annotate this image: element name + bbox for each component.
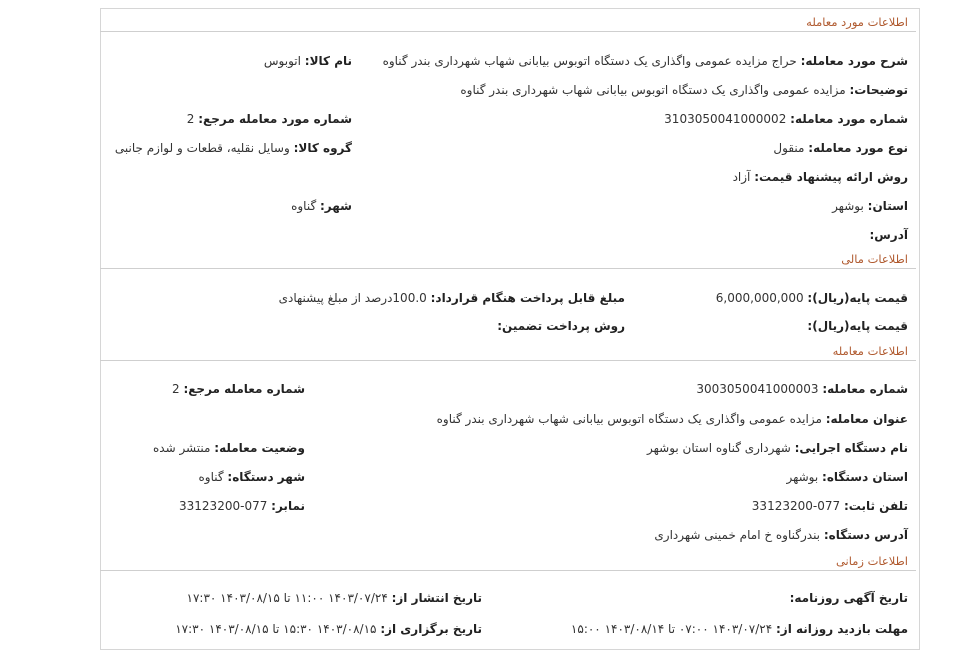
- fax-label: نمابر:: [271, 499, 305, 513]
- province-row: [832, 196, 908, 216]
- city-row: [291, 196, 352, 216]
- phone-row: [752, 496, 908, 516]
- visit-value: ۱۴۰۳/۰۷/۲۴ ۰۷:۰۰ تا ۱۴۰۳/۰۸/۱۴ ۱۵:۰۰: [570, 622, 773, 636]
- section-heading-time: اطلاعات زمانی: [100, 552, 916, 571]
- section-heading-financial: اطلاعات مالی: [100, 250, 916, 269]
- item-number-label: شماره مورد معامله:: [790, 112, 908, 126]
- fax-value: 077-33123200: [179, 499, 268, 513]
- deal-number-value: 3003050041000003: [696, 382, 819, 396]
- province-label: استان:: [867, 199, 908, 213]
- group-row: [115, 138, 352, 158]
- price-method-value: آزاد: [732, 170, 751, 184]
- org-city-label: شهر دستگاه:: [227, 470, 305, 484]
- base-price-2-label: قیمت پایه(ریال):: [807, 319, 908, 333]
- base-price-row: [716, 288, 908, 308]
- phone-value: 077-33123200: [751, 499, 841, 513]
- description-row: [383, 51, 908, 71]
- org-address-label: آدرس دستگاه:: [823, 528, 908, 542]
- publish-label: تاریخ انتشار از:: [391, 591, 482, 605]
- publish-row: [187, 588, 482, 608]
- executor-value: شهرداری گناوه استان بوشهر: [646, 441, 791, 455]
- status-row: [153, 438, 305, 458]
- org-province-label: استان دستگاه:: [822, 470, 908, 484]
- deal-number-label: شماره معامله:: [822, 382, 908, 396]
- city-value: گناوه: [291, 199, 317, 213]
- hold-row: [175, 619, 482, 639]
- executor-row: [647, 438, 908, 458]
- type-label: نوع مورد معامله:: [808, 141, 908, 155]
- ref-item-label: شماره مورد معامله مرجع:: [198, 112, 352, 126]
- ref-deal-label: شماره معامله مرجع:: [183, 382, 305, 396]
- base-price-value: 6,000,000,000: [715, 291, 804, 305]
- payable-value: 100.0درصد از مبلغ پیشنهادی: [278, 291, 427, 305]
- org-address-row: [654, 525, 908, 545]
- item-number-row: [664, 109, 908, 129]
- goods-name-row: [264, 51, 352, 71]
- payable-row: [279, 288, 625, 308]
- publish-value: ۱۴۰۳/۰۷/۲۴ ۱۱:۰۰ تا ۱۴۰۳/۰۸/۱۵ ۱۷:۳۰: [186, 591, 388, 605]
- base-price-2-row: [807, 316, 908, 336]
- group-value: وسایل نقلیه، قطعات و لوازم جانبی: [114, 141, 290, 155]
- description-label: شرح مورد معامله:: [800, 54, 908, 68]
- org-address-value: بندرگناوه خ امام خمینی شهرداری: [654, 528, 821, 542]
- executor-label: نام دستگاه اجرایی:: [794, 441, 908, 455]
- org-city-value: گناوه: [198, 470, 224, 484]
- visit-row: [571, 619, 908, 639]
- org-province-value: بوشهر: [786, 470, 819, 484]
- status-label: وضعیت معامله:: [214, 441, 305, 455]
- notes-label: توضیحات:: [849, 83, 908, 97]
- address-label: آدرس:: [869, 228, 908, 242]
- newspaper-row: [790, 588, 908, 608]
- guarantee-row: [497, 316, 625, 336]
- group-label: گروه کالا:: [293, 141, 352, 155]
- org-city-row: [199, 467, 306, 487]
- deal-title-label: عنوان معامله:: [825, 412, 908, 426]
- visit-label: مهلت بازدید روزانه از:: [776, 622, 908, 636]
- fax-row: [179, 496, 305, 516]
- province-value: بوشهر: [832, 199, 864, 213]
- type-value: منقول: [773, 141, 805, 155]
- section-heading-deal: اطلاعات معامله: [100, 342, 916, 361]
- section-heading-item: اطلاعات مورد معامله: [100, 13, 916, 32]
- hold-label: تاریخ برگزاری از:: [380, 622, 482, 636]
- ref-deal-value: 2: [171, 382, 180, 396]
- ref-item-value: 2: [186, 112, 195, 126]
- base-price-label: قیمت پایه(ریال):: [807, 291, 908, 305]
- price-method-label: روش ارائه پیشنهاد قیمت:: [754, 170, 908, 184]
- payable-label: مبلغ قابل پرداخت هنگام قرارداد:: [430, 291, 625, 305]
- goods-name-label: نام کالا:: [304, 54, 352, 68]
- price-method-row: [733, 167, 908, 187]
- address-row: [869, 225, 908, 245]
- deal-title-value: مزایده عمومی واگذاری یک دستگاه اتوبوس بیابانی شهاب شهرداری بندر گناوه: [436, 412, 822, 426]
- city-label: شهر:: [320, 199, 352, 213]
- goods-name-value: اتوبوس: [263, 54, 301, 68]
- notes-row: [460, 80, 908, 100]
- item-number-value: 3103050041000002: [664, 112, 787, 126]
- ref-deal-row: [172, 379, 305, 399]
- hold-value: ۱۴۰۳/۰۸/۱۵ ۱۵:۳۰ تا ۱۴۰۳/۰۸/۱۵ ۱۷:۳۰: [175, 622, 377, 636]
- description-value: حراج مزایده عمومی واگذاری یک دستگاه اتوبوس بیابانی شهاب شهرداری بندر گناوه: [382, 54, 797, 68]
- newspaper-label: تاریخ آگهی روزنامه:: [789, 591, 908, 605]
- guarantee-label: روش پرداخت تضمین:: [497, 319, 625, 333]
- phone-label: تلفن ثابت:: [843, 499, 908, 513]
- type-row: [773, 138, 908, 158]
- notes-value: مزایده عمومی واگذاری یک دستگاه اتوبوس بیابانی شهاب شهرداری بندر گناوه: [460, 83, 846, 97]
- status-value: منتشر شده: [152, 441, 211, 455]
- deal-number-row: [696, 379, 908, 399]
- ref-item-row: [187, 109, 352, 129]
- deal-title-row: [437, 409, 908, 429]
- org-province-row: [786, 467, 908, 487]
